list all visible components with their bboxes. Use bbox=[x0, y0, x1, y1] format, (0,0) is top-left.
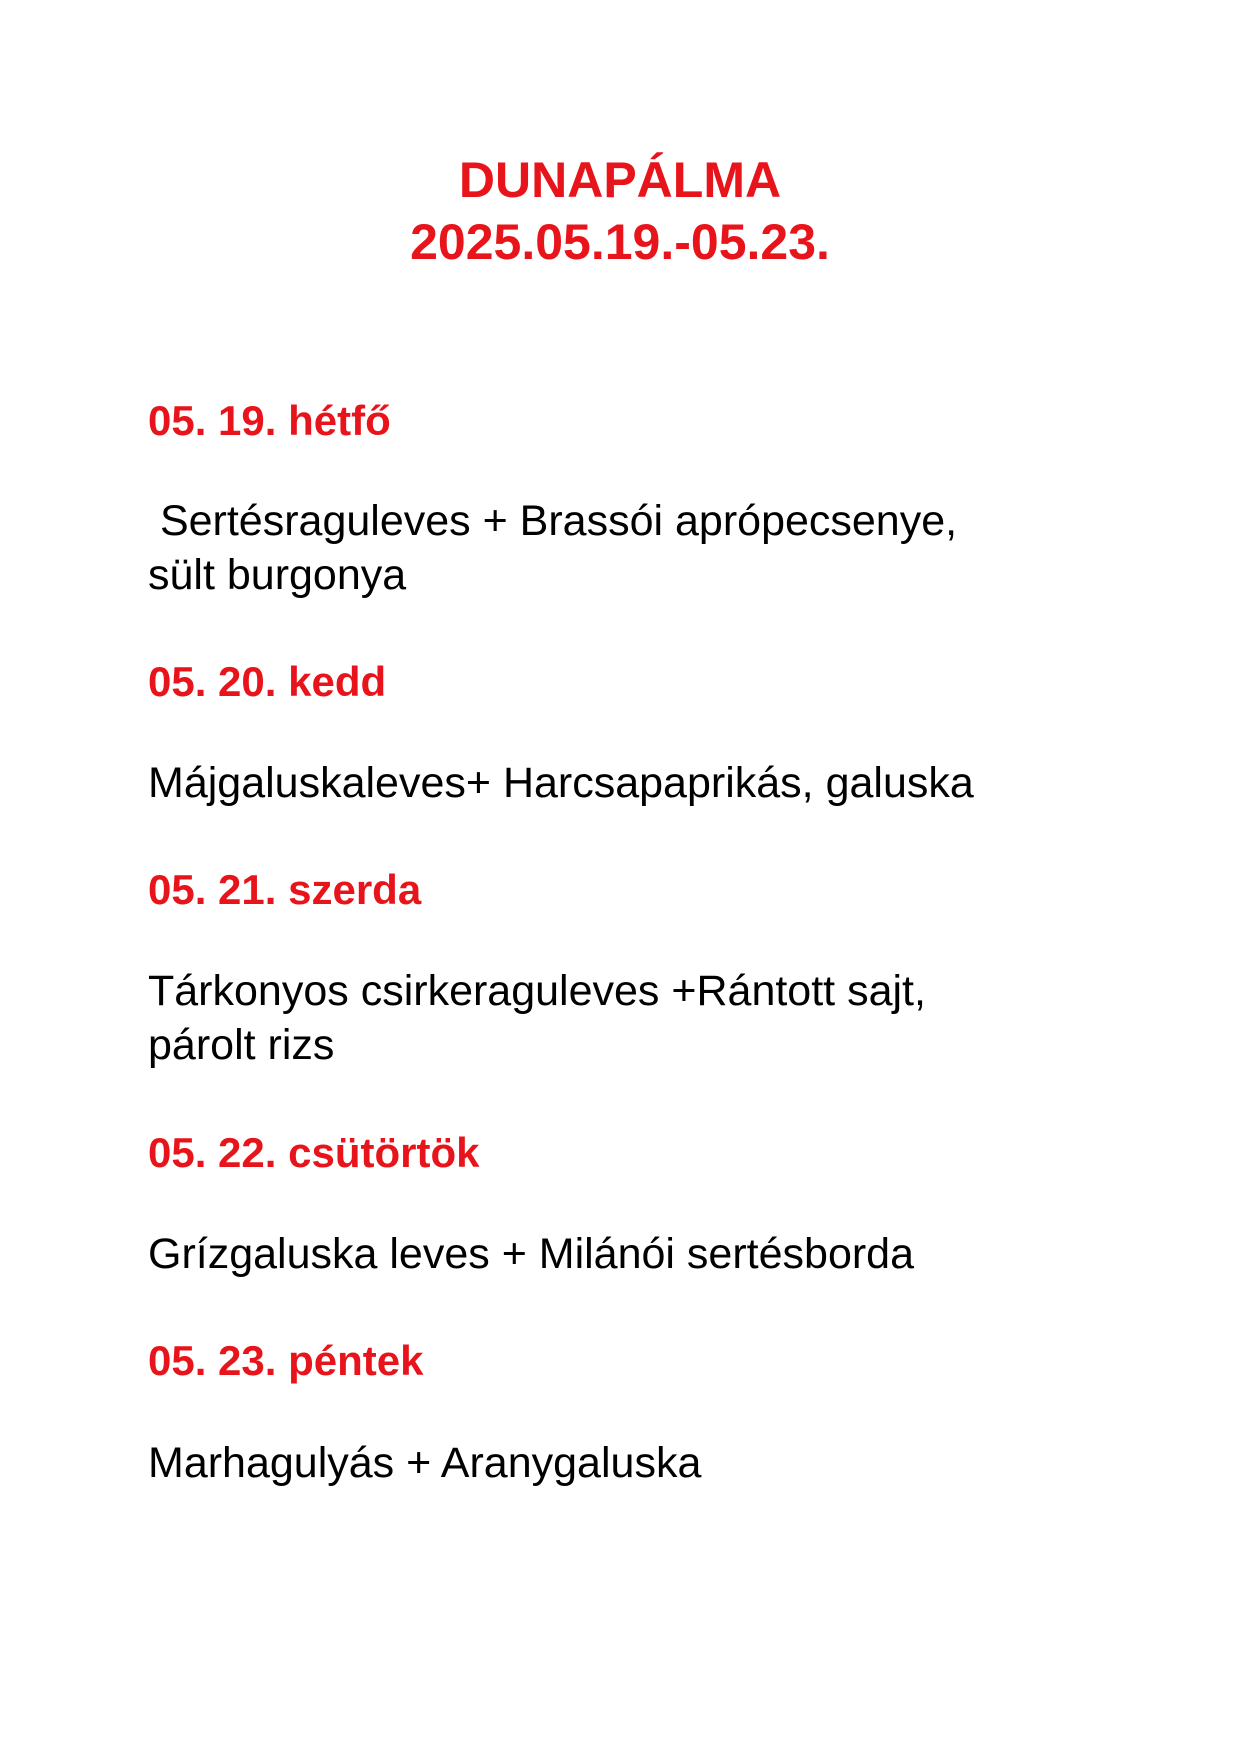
menu-line: Grízgaluska leves + Milánói sertésborda bbox=[148, 1230, 915, 1278]
day-heading-monday: 05. 19. hétfő bbox=[148, 397, 391, 444]
date-range: 2025.05.19.-05.23. bbox=[410, 214, 830, 270]
day-heading-friday: 05. 23. péntek bbox=[148, 1337, 424, 1384]
day-heading-wednesday: 05. 21. szerda bbox=[148, 866, 422, 913]
menu-line: párolt rizs bbox=[148, 1021, 335, 1069]
restaurant-name: DUNAPÁLMA bbox=[458, 152, 782, 208]
menu-line: Májgaluskaleves+ Harcsapaprikás, galuska bbox=[148, 759, 974, 807]
menu-line: Marhagulyás + Aranygaluska bbox=[148, 1439, 702, 1487]
menu-line: sült burgonya bbox=[148, 551, 407, 599]
day-heading-thursday: 05. 22. csütörtök bbox=[148, 1129, 480, 1176]
menu-line: Tárkonyos csirkeraguleves +Rántott sajt, bbox=[148, 967, 926, 1015]
menu-line: Sertésraguleves + Brassói aprópecsenye, bbox=[148, 497, 958, 545]
day-heading-tuesday: 05. 20. kedd bbox=[148, 658, 387, 705]
